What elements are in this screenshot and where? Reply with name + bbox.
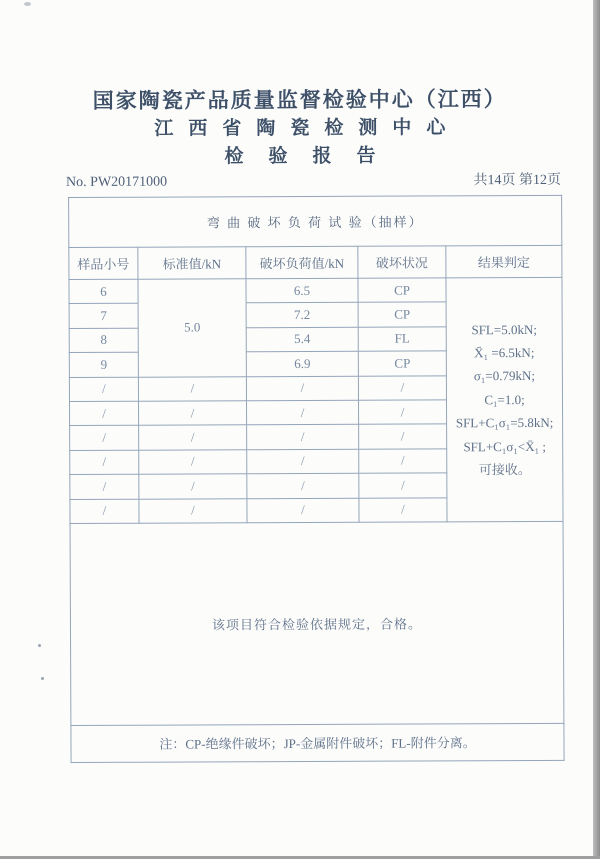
meta-row	[66, 169, 561, 191]
scan-edge-right	[593, 0, 600, 859]
sample-no-cell: /	[69, 401, 138, 426]
sample-no-cell: /	[70, 499, 139, 524]
load-value-cell: /	[247, 473, 359, 498]
load-value-cell: 5.4	[246, 327, 358, 352]
load-value-cell: /	[246, 376, 358, 401]
sample-no-cell: 8	[69, 328, 138, 353]
result-cell	[446, 277, 563, 521]
status-cell: /	[359, 449, 447, 474]
report-number: No. PW20171000	[66, 174, 168, 191]
header-sample-no: 样品小号	[69, 247, 138, 279]
load-value-cell: /	[246, 400, 358, 425]
result-line: SFL+C₁σ₁=5.8kN;	[455, 415, 554, 431]
header-status: 破坏状况	[358, 246, 446, 278]
load-value-cell: /	[247, 498, 359, 523]
status-cell: CP	[358, 302, 446, 327]
org-title: 国家陶瓷产品质量监督检验中心（江西）	[92, 87, 507, 113]
table-row	[69, 277, 562, 304]
status-cell: /	[359, 424, 447, 449]
result-line: C₁=1.0;	[484, 391, 525, 407]
standard-value-cell: /	[139, 449, 247, 474]
standard-value-cell: /	[139, 474, 247, 499]
sample-no-cell: 6	[69, 279, 138, 304]
standard-value-cell: /	[138, 376, 246, 401]
result-line: 可接收。	[478, 461, 531, 478]
status-cell: FL	[358, 327, 446, 352]
table-title: 弯 曲 破 坏 负 荷 试 验（抽样）	[69, 195, 562, 247]
sample-no-cell: 7	[69, 304, 138, 329]
standard-value-cell: 5.0	[138, 279, 246, 377]
load-value-cell: 7.2	[246, 303, 358, 328]
sample-no-cell: /	[69, 377, 138, 402]
standard-value-cell: /	[139, 425, 247, 450]
header-load-value: 破坏负荷值/kN	[246, 246, 358, 278]
scan-speck	[41, 677, 44, 680]
load-value-cell: /	[247, 425, 359, 450]
standard-value-cell: /	[139, 498, 247, 523]
header-standard-value: 标准值/kN	[138, 247, 246, 279]
result-line: SFL=5.0kN;	[471, 321, 537, 337]
status-cell: CP	[358, 278, 446, 303]
standard-value-cell: /	[138, 401, 246, 426]
test-results-table	[68, 195, 564, 763]
org-subtitle: 江西省陶瓷检测中心	[154, 117, 461, 140]
sample-no-cell: /	[70, 450, 139, 475]
load-value-cell: 6.5	[246, 278, 358, 303]
load-value-cell: /	[247, 449, 359, 474]
status-cell: /	[358, 400, 446, 425]
scan-speck	[38, 644, 41, 647]
result-line: SFL+C₁σ₁<X̄₁ ;	[463, 438, 547, 454]
legend-note-cell: 注：CP-绝缘件破坏；JP-金属附件破坏；FL-附件分离。	[71, 723, 564, 762]
scan-speck	[24, 2, 31, 6]
result-line: σ₁=0.79kN;	[473, 368, 536, 384]
page-count: 共14页 第12页	[473, 172, 562, 189]
load-value-cell: 6.9	[246, 351, 358, 376]
status-cell: /	[359, 473, 447, 498]
status-cell: /	[358, 375, 446, 400]
status-cell: CP	[358, 351, 446, 376]
sample-no-cell: /	[70, 474, 139, 499]
report-title: 检验报告	[224, 145, 401, 168]
conclusion-cell: 该项目符合检验依据规定，合格。	[70, 521, 564, 725]
sample-no-cell: /	[70, 426, 139, 451]
header-result: 结果判定	[446, 245, 562, 278]
status-cell: /	[359, 497, 447, 522]
result-line: X̄₁ =6.5kN;	[474, 344, 535, 361]
sample-no-cell: 9	[69, 352, 138, 377]
